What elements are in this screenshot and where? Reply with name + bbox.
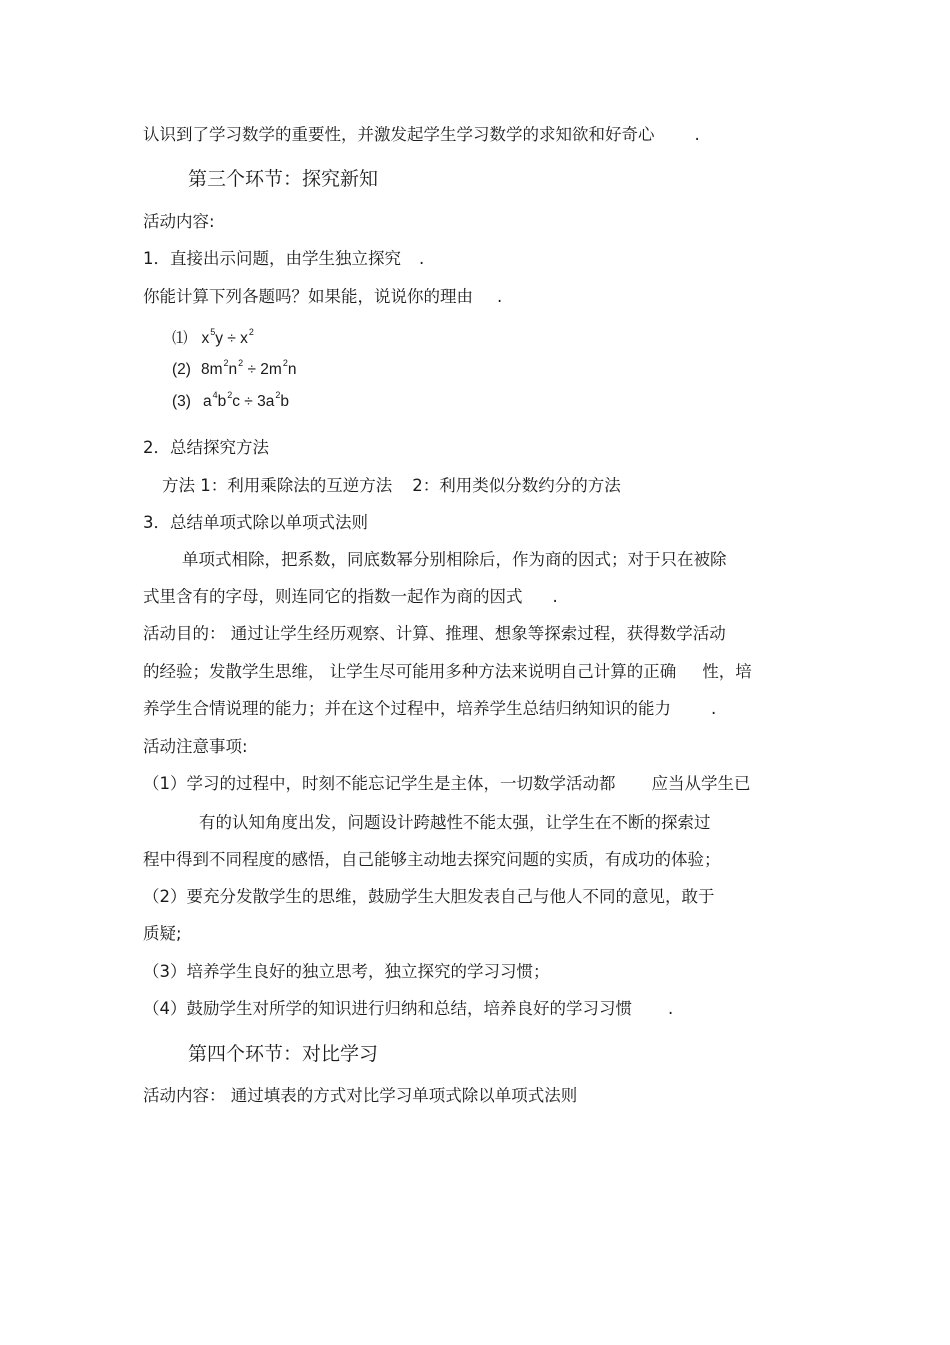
method-2-text: 2：利用类似分数约分的方法 bbox=[412, 476, 621, 495]
section-4-title: 第四个环节：对比学习 bbox=[188, 1043, 379, 1065]
exercise-number: (2) bbox=[172, 361, 191, 378]
section-4-content: 活动内容： 通过填表的方式对比学习单项式除以单项式法则 bbox=[143, 1086, 578, 1105]
note-2-line-1: （2）要充分发散学生的思维，鼓励学生大胆发表自己与他人不同的意见，敢于 bbox=[143, 887, 715, 906]
rule-line-2 bbox=[143, 586, 558, 608]
method-line bbox=[162, 475, 621, 497]
purpose-line-3 bbox=[143, 698, 716, 720]
purpose-line-3-text: 养学生合情说理的能力；并在这个过程中，培养学生总结归纳知识的能力 bbox=[143, 699, 671, 718]
item-1-text: 1．直接出示问题，由学生独立探究 bbox=[143, 249, 401, 268]
activity-content-label: 活动内容: bbox=[143, 212, 215, 231]
question-text: 你能计算下列各题吗？如果能，说说你的理由 bbox=[143, 287, 473, 306]
note-4-text: （4）鼓励学生对所学的知识进行归纳和总结，培养良好的学习习惯 bbox=[143, 999, 632, 1018]
item-1 bbox=[143, 248, 424, 270]
note-3: （3）培养学生良好的独立思考，独立探究的学习习惯； bbox=[143, 962, 550, 981]
exercise-1: ⑴ $x^5y \div x^2$ bbox=[172, 327, 254, 347]
period: . bbox=[419, 249, 425, 268]
paragraph-tail bbox=[143, 124, 700, 146]
purpose-line-2-tail: 性，培 bbox=[702, 662, 752, 681]
period: . bbox=[711, 699, 717, 718]
item-3: 3．总结单项式除以单项式法则 bbox=[143, 513, 368, 532]
note-1-line-1 bbox=[143, 773, 751, 795]
question bbox=[143, 286, 502, 308]
period: . bbox=[552, 587, 558, 606]
item-2: 2．总结探究方法 bbox=[143, 438, 269, 457]
period: . bbox=[668, 999, 674, 1018]
notes-label: 活动注意事项: bbox=[143, 737, 248, 756]
exercise-number: ⑴ bbox=[172, 330, 188, 347]
note-1-text: （1）学习的过程中，时刻不能忘记学生是主体，一切数学活动都 bbox=[143, 774, 616, 793]
paragraph-tail-text: 认识到了学习数学的重要性，并激发起学生学习数学的求知欲和好奇心 bbox=[143, 125, 655, 144]
section-3-title: 第三个环节：探究新知 bbox=[188, 168, 379, 190]
rule-line-1: 单项式相除，把系数，同底数幂分别相除后，作为商的因式；对于只在被除 bbox=[182, 550, 727, 569]
note-1-line-3: 程中得到不同程度的感悟，自己能够主动地去探究问题的实质，有成功的体验； bbox=[143, 850, 721, 869]
note-4 bbox=[143, 998, 673, 1020]
purpose-line-1: 活动目的： 通过让学生经历观察、计算、推理、想象等探索过程，获得数学活动 bbox=[143, 624, 726, 643]
purpose-line-2-text: 的经验；发散学生思维， 让学生尽可能用多种方法来说明自己计算的正确 bbox=[143, 662, 677, 681]
method-1-text: 方法 1：利用乘除法的互逆方法 bbox=[162, 476, 393, 495]
note-1-line-2: 有的认知角度出发，问题设计跨越性不能太强，让学生在不断的探索过 bbox=[199, 813, 711, 832]
exercise-number: (3) bbox=[172, 393, 191, 410]
exercise-2: (2) $8m^2n^2 \div 2m^2n$ bbox=[172, 358, 297, 378]
purpose-line-2 bbox=[143, 661, 752, 683]
period: . bbox=[497, 287, 503, 306]
period: . bbox=[694, 125, 700, 144]
note-1-tail: 应当从学生已 bbox=[651, 774, 751, 793]
rule-line-2-text: 式里含有的字母，则连同它的指数一起作为商的因式 bbox=[143, 587, 523, 606]
exercise-3: (3) $a^4b^2c \div 3a^2b$ bbox=[172, 390, 289, 410]
note-2-line-2: 质疑; bbox=[143, 924, 182, 943]
